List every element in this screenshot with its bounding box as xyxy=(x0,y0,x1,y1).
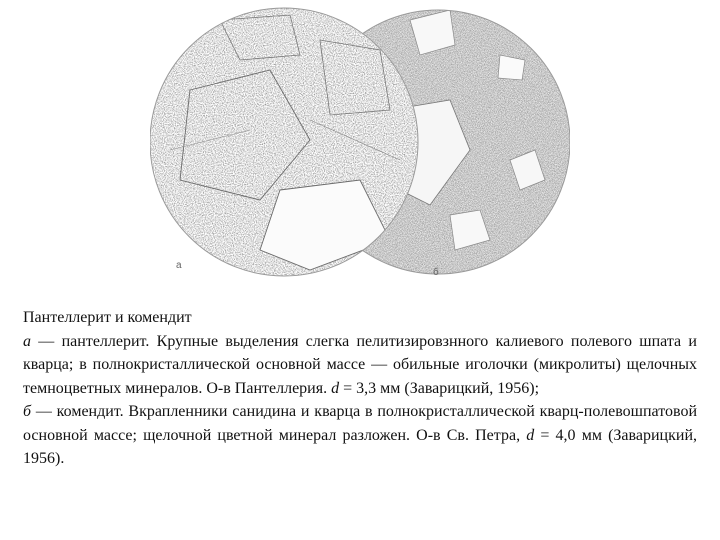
caption-b-text: — комендит. Вкрапленники санидина и кварца в полнокристаллической кварц-полевошпатовой основной массе; щелочной цветной минерал разложен. О-в Св. Петра, xyxy=(23,403,697,444)
caption-paragraph-a xyxy=(23,330,697,401)
figure-caption xyxy=(23,306,697,471)
caption-b-d-symbol: d xyxy=(526,426,535,444)
panel-b-label: б xyxy=(433,267,439,278)
caption-a-marker: а xyxy=(23,332,31,350)
caption-b-marker: б xyxy=(23,403,32,420)
thin-section-micrograph-figure xyxy=(150,0,570,282)
caption-paragraph-b xyxy=(23,400,697,471)
caption-a-text: — пантеллерит. Крупные выделения слегка пелитизировзнного калиевого полевого шпата и кварца; в полнокристаллической основной массе — обильные иголочки (микролиты) щелочных темноцветных минералов. О-в Пантеллерия. xyxy=(23,332,697,397)
caption-title: Пантеллерит и комендит xyxy=(23,309,192,326)
caption-a-d-value: = 3,3 мм (Заварицкий, 1956); xyxy=(339,379,540,397)
panel-a-label: а xyxy=(176,260,182,271)
caption-a-d-symbol: d xyxy=(331,379,340,397)
caption-b-d-value: = 4,0 мм (Заварицкий, 1956). xyxy=(23,426,698,467)
